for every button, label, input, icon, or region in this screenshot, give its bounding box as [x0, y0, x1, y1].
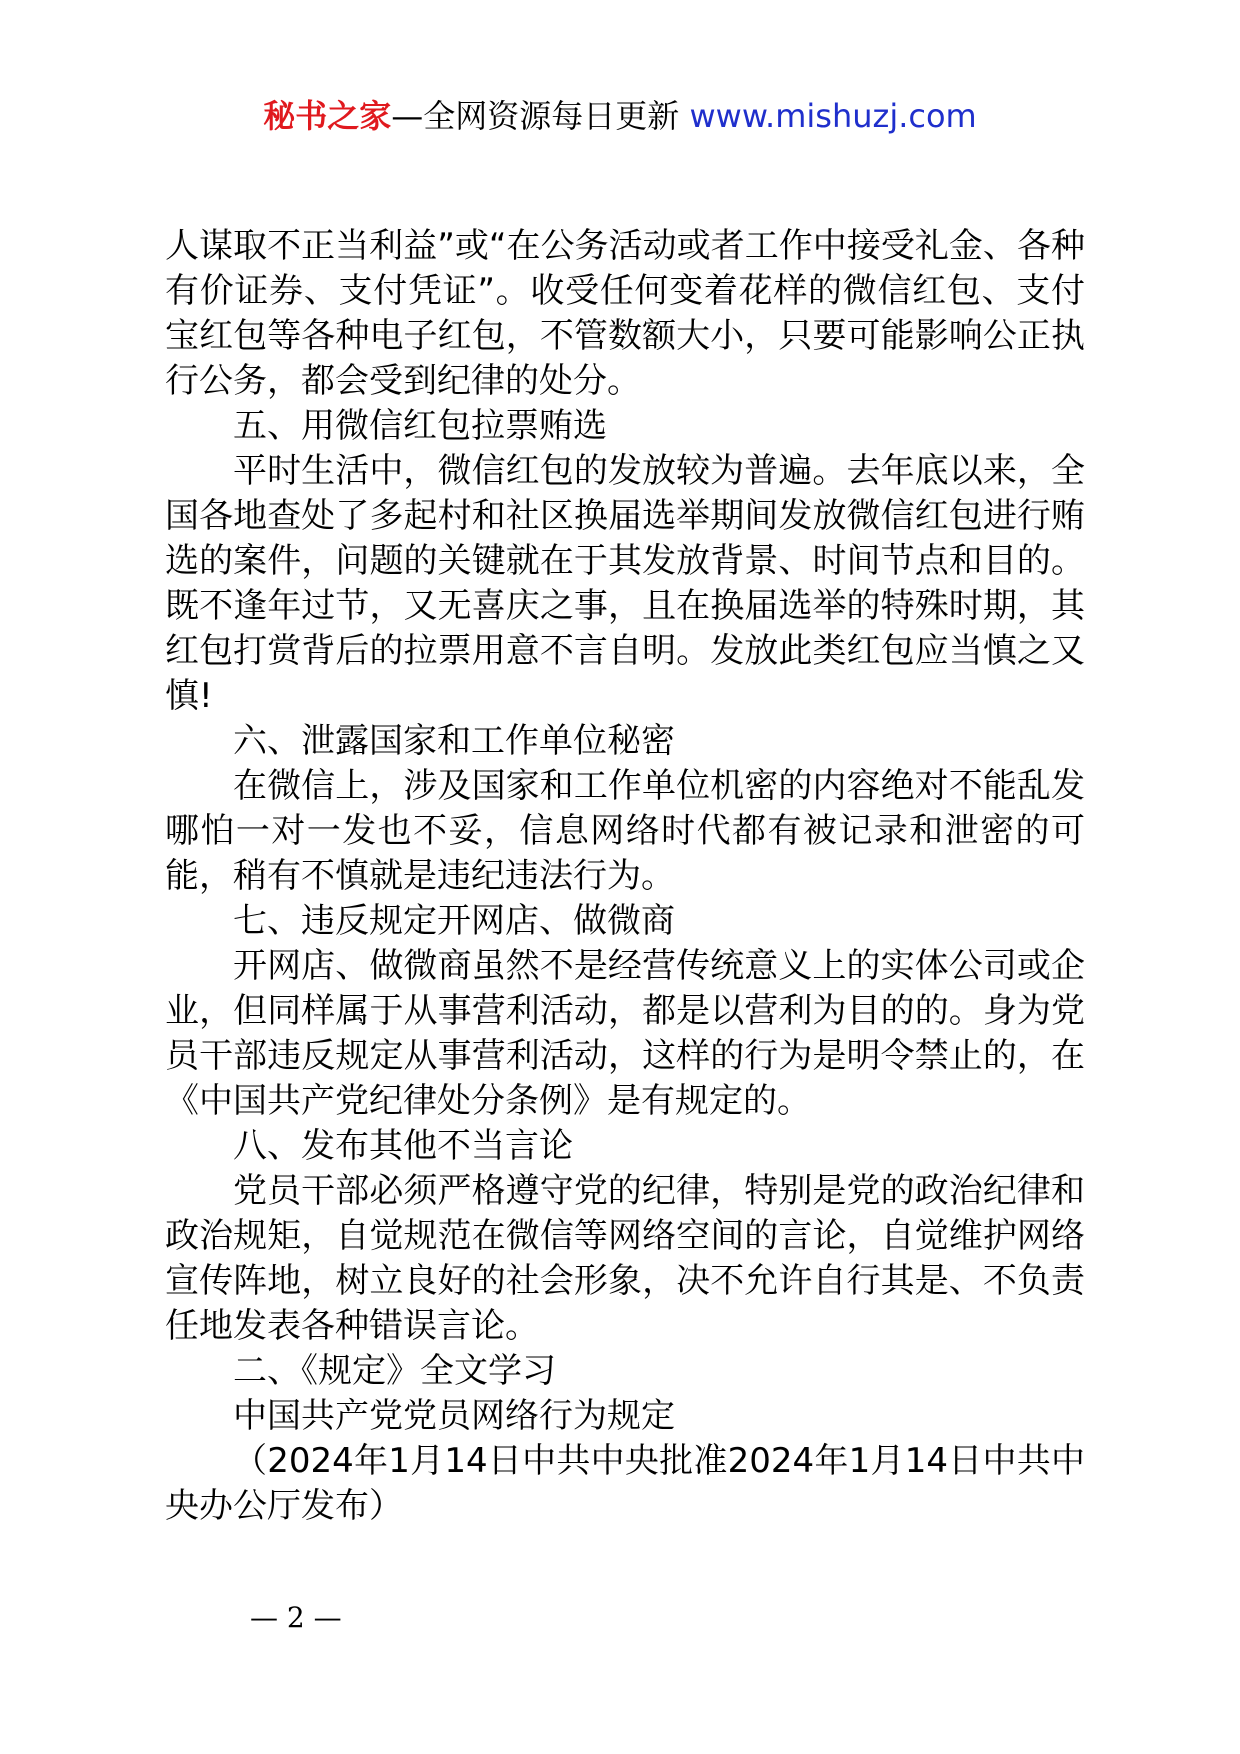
site-url-link[interactable]: www.mishuzj.com	[689, 97, 977, 135]
paragraph: 在微信上，涉及国家和工作单位机密的内容绝对不能乱发哪怕一对一发也不妥，信息网络时代都有被记录和泄密的可能，稍有不慎就是违纪违法行为。	[165, 766, 1085, 896]
site-tagline: —全网资源每日更新	[391, 97, 690, 135]
document-body	[165, 224, 1085, 1529]
site-header	[0, 96, 1240, 136]
section-heading-5: 五、用微信红包拉票贿选	[233, 406, 607, 446]
chapter-heading: 二、《规定》全文学习	[233, 1351, 556, 1391]
paragraph-continued: 人谋取不正当利益”或“在公务活动或者工作中接受礼金、各种有价证券、支付凭证”。收受任何变着花样的微信红包、支付宝红包等各种电子红包，不管数额大小，只要可能影响公正执行公务，都会受到纪律的处分。	[165, 226, 1085, 401]
regulation-title: 中国共产党党员网络行为规定	[233, 1396, 675, 1436]
section-heading-7: 七、违反规定开网店、做微商	[233, 901, 675, 941]
section-heading-8: 八、发布其他不当言论	[233, 1126, 573, 1166]
regulation-date-note: （2024年1月14日中共中央批准2024年1月14日中共中央办公厅发布）	[165, 1441, 1085, 1526]
section-heading-6: 六、泄露国家和工作单位秘密	[233, 721, 675, 761]
paragraph: 党员干部必须严格遵守党的纪律，特别是党的政治纪律和政治规矩，自觉规范在微信等网络空间的言论，自觉维护网络宣传阵地，树立良好的社会形象，决不允许自行其是、不负责任地发表各种错误言论。	[165, 1171, 1085, 1346]
paragraph: 平时生活中，微信红包的发放较为普遍。去年底以来，全国各地查处了多起村和社区换届选举期间发放微信红包进行贿选的案件，问题的关键就在于其发放背景、时间节点和目的。既不逢年过节，又无喜庆之事，且在换届选举的特殊时期，其红包打赏背后的拉票用意不言自明。发放此类红包应当慎之又慎!	[165, 451, 1085, 716]
page-number: — 2 —	[250, 1601, 342, 1634]
site-brand: 秘书之家	[263, 97, 392, 135]
paragraph: 开网店、做微商虽然不是经营传统意义上的实体公司或企业，但同样属于从事营利活动，都是以营利为目的的。身为党员干部违反规定从事营利活动，这样的行为是明令禁止的，在《中国共产党纪律处分条例》是有规定的。	[165, 946, 1085, 1121]
